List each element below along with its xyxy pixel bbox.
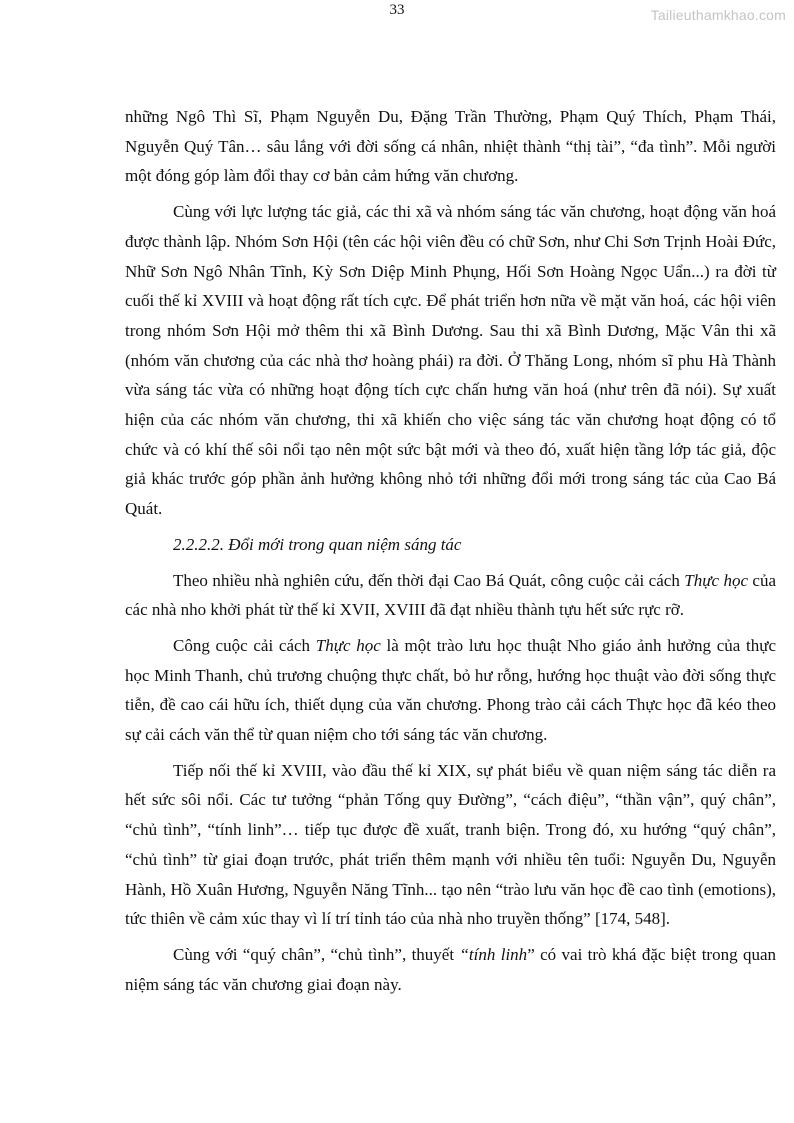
paragraph-3-text-b: của các nhà nho khởi phát từ thế kỉ XVII, XVIII đã đạt nhiều thành tựu hết sức rực rỡ.: [125, 570, 777, 620]
paragraph-4: [125, 631, 776, 750]
paragraph-6-text-a: Cùng với “quý chân”, “chủ tình”, thuyết: [173, 944, 460, 964]
paragraph-3: [125, 566, 776, 625]
paragraph-4-text-b: là một trào lưu học thuật Nho giáo ảnh hưởng của thực học Minh Thanh, chủ trương chuộng thực chất, bỏ hư rỗng, hướng học thuật vào đời sống thực tiễn, đề cao cái hữu ích, thiết dụng của văn chương. Phong trào cải cách Thực học đã kéo theo sự cải cách văn thể từ quan niệm cho tới sáng tác văn chương.: [125, 635, 776, 745]
watermark: Tailieuthamkhao.com: [650, 7, 786, 23]
paragraph-1: những Ngô Thì Sĩ, Phạm Nguyễn Du, Đặng Trần Thường, Phạm Quý Thích, Phạm Thái, Nguyễn Quý Tân… sâu lắng với đời sống cá nhân, nhiệt thành “thị tài”, “đa tình”. Mỗi người một đóng góp làm đổi thay cơ bản cảm hứng văn chương.: [125, 107, 776, 186]
paragraph-3-emphasis: Thực học: [684, 570, 748, 590]
paragraph-3-text-a: Theo nhiều nhà nghiên cứu, đến thời đại Cao Bá Quát, công cuộc cải cách: [173, 570, 685, 590]
paragraph-6-emphasis: “tính linh: [459, 944, 528, 964]
paragraph-4-emphasis: Thực học: [315, 635, 381, 655]
paragraph-5: Tiếp nối thế kỉ XVIII, vào đầu thế kỉ XIX, sự phát biểu về quan niệm sáng tác diễn ra hết sức sôi nổi. Các tư tưởng “phản Tống quy Đường”, “cách điệu”, “thần vận”, quý chân”, “chủ tình”, “tính linh”… tiếp tục được đề xuất, tranh biện. Trong đó, xu hướng “quý chân”, “chủ tình” từ giai đoạn trước, phát triển thêm mạnh với nhiều tên tuổi: Nguyễn Du, Nguyễn Hành, Hồ Xuân Hương, Nguyễn Năng Tĩnh... tạo nên “trào lưu văn học đề cao tình (emotions), tức thiên về cảm xúc thay vì lí trí tỉnh táo của nhà nho truyền thống” [174, 548].: [125, 760, 776, 929]
document-body: [125, 102, 776, 1005]
paragraph-6: [125, 940, 776, 999]
section-heading: 2.2.2.2. Đổi mới trong quan niệm sáng tác: [173, 534, 462, 554]
paragraph-6-text-b: ” có vai trò khá đặc biệt trong quan niệm sáng tác văn chương giai đoạn này.: [125, 944, 776, 994]
page-number: 33: [389, 2, 405, 18]
paragraph-2: Cùng với lực lượng tác giả, các thi xã và nhóm sáng tác văn chương, hoạt động văn hoá được thành lập. Nhóm Sơn Hội (tên các hội viên đều có chữ Sơn, như Chi Sơn Trịnh Hoài Đức, Nhữ Sơn Ngô Nhân Tĩnh, Kỳ Sơn Diệp Minh Phụng, Hối Sơn Hoàng Ngọc Uẩn...) ra đời từ cuối thế kỉ XVIII và hoạt động rất tích cực. Để phát triển hơn nữa về mặt văn hoá, các hội viên trong nhóm Sơn Hội mở thêm thi xã Bình Dương. Sau thi xã Bình Dương, Mặc Vân thi xã (nhóm văn chương của các nhà thơ hoàng phái) ra đời. Ở Thăng Long, nhóm sĩ phu Hà Thành vừa sáng tác vừa có những hoạt động tích cực chấn hưng văn hoá (như trên đã nói). Sự xuất hiện của các nhóm văn chương, thi xã khiến cho việc sáng tác văn chương hoạt động có tổ chức và có khí thế sôi nổi tạo nên một sức bật mới và theo đó, xuất hiện tầng lớp tác giả, độc giả khác trước góp phần ảnh hưởng không nhỏ tới những đổi mới trong sáng tác của Cao Bá Quát.: [125, 202, 776, 519]
paragraph-4-text-a: Công cuộc cải cách: [173, 635, 316, 655]
